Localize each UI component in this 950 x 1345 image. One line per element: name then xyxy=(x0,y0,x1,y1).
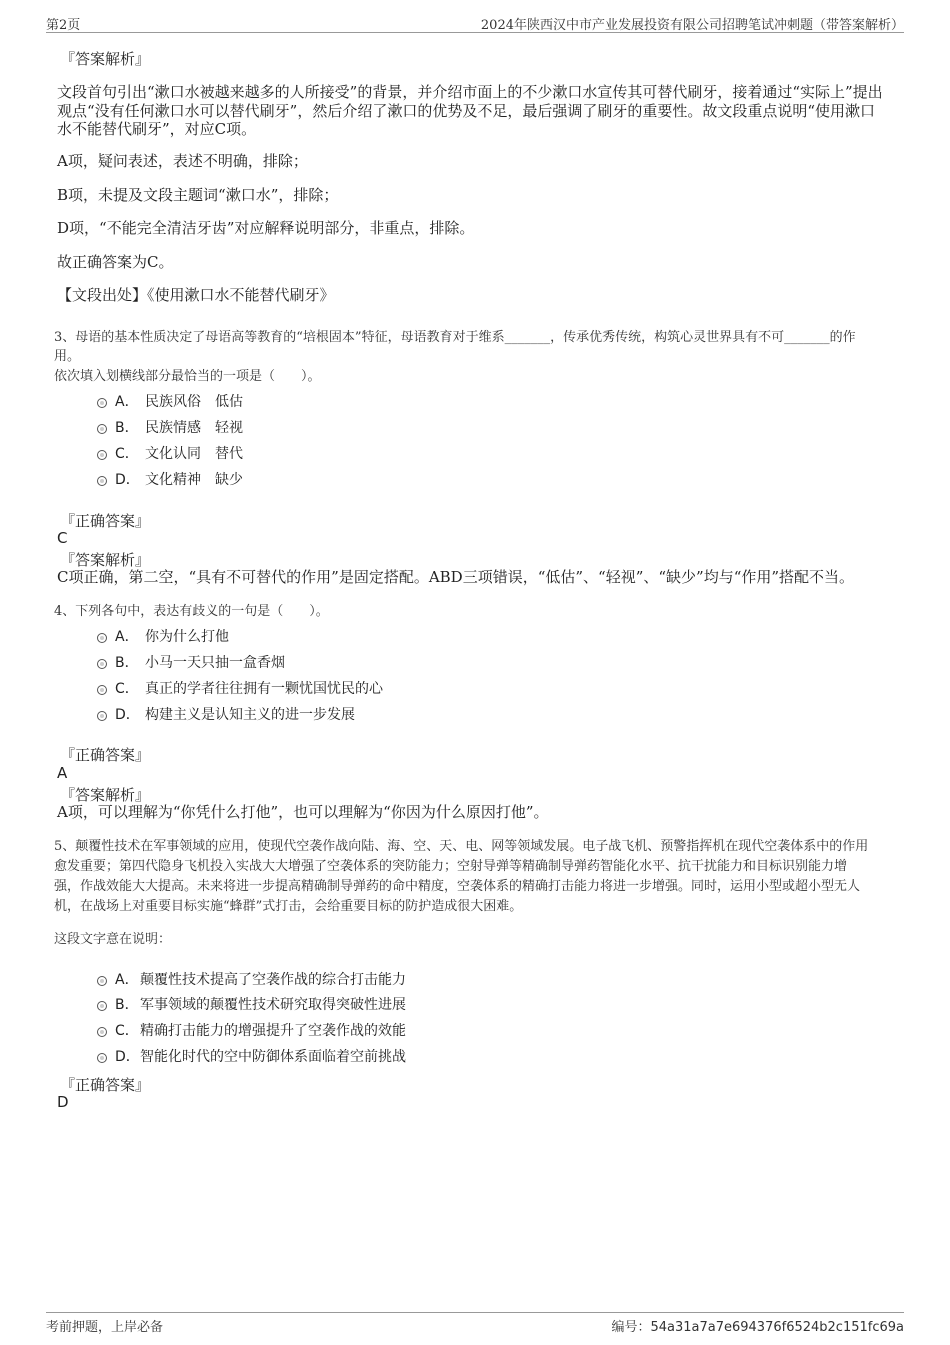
q4-option-c-letter: C． xyxy=(115,681,139,697)
footer-divider xyxy=(46,1312,904,1313)
q3-option-a-text: 民族风俗 低估 xyxy=(145,394,243,410)
q3-analysis-label: 『答案解析』 xyxy=(60,551,151,569)
q4-analysis: A项，可以理解为“你凭什么打他”，也可以理解为“你因为什么原因打他”。 xyxy=(57,803,549,821)
q4-answer: A xyxy=(57,764,68,782)
q5-answer: D xyxy=(57,1093,69,1111)
q4-option-b-text: 小马一天只抽一盒香烟 xyxy=(145,655,285,671)
q3-stem-line-2: 用。 xyxy=(54,349,81,364)
q4-option-c-radio[interactable] xyxy=(97,685,107,695)
header-divider xyxy=(46,32,904,33)
q5-option-d-text: 智能化时代的空中防御体系面临着空前挑战 xyxy=(140,1049,406,1065)
q5-stem-line-1: 5、颠覆性技术在军事领域的应用，使现代空袭作战向陆、海、空、天、电、网等领域发展。电子战飞机、预警指挥机在现代空袭体系中的作用 xyxy=(54,839,869,854)
q3-option-a-radio[interactable] xyxy=(97,398,107,408)
q2-analysis-label: 『答案解析』 xyxy=(60,50,151,68)
q5-option-c-text: 精确打击能力的增强提升了空袭作战的效能 xyxy=(140,1023,406,1039)
q5-question: 这段文字意在说明： xyxy=(54,932,172,947)
q5-option-a-text: 颠覆性技术提高了空袭作战的综合打击能力 xyxy=(140,972,406,988)
q5-stem-line-3: 强，作战效能大大提高。未来将进一步提高精确制导弹药的命中精度，空袭体系的精确打击能力将进一步增强。同时，运用小型或超小型无人 xyxy=(54,879,861,894)
q3-option-a-letter: A． xyxy=(115,394,139,410)
document-code-label: 编号： xyxy=(611,1320,651,1335)
q5-stem-line-4: 机，在战场上对重要目标实施“蜂群”式打击，会给重要目标的防护造成很大困难。 xyxy=(54,899,523,914)
q3-option-d-radio[interactable] xyxy=(97,476,107,486)
q2-analysis-line-1: 文段首句引出“漱口水被越来越多的人所接受”的背景，并介绍市面上的不少漱口水宣传其可替代刷牙，接着通过“实际上”提出 xyxy=(57,83,883,101)
q4-option-d-letter: D． xyxy=(115,707,140,723)
q4-option-b-letter: B． xyxy=(115,655,139,671)
q3-option-c-letter: C． xyxy=(115,446,139,462)
q2-conclusion: 故正确答案为C。 xyxy=(57,253,174,271)
q5-option-b-radio[interactable] xyxy=(97,1001,107,1011)
q2-analysis-line-3: 水不能替代刷牙”，对应C项。 xyxy=(57,120,257,138)
q3-option-d-letter: D． xyxy=(115,472,140,488)
q5-option-a-letter: A． xyxy=(115,972,139,988)
q3-option-c-text: 文化认同 替代 xyxy=(145,446,243,462)
q2-item-a: A项，疑问表述，表述不明确，排除； xyxy=(57,152,308,170)
q5-option-b-text: 军事领域的颠覆性技术研究取得突破性进展 xyxy=(140,997,406,1013)
q4-option-d-radio[interactable] xyxy=(97,711,107,721)
q5-answer-label: 『正确答案』 xyxy=(60,1076,151,1094)
q5-option-c-letter: C． xyxy=(115,1023,139,1039)
document-code xyxy=(611,1316,904,1335)
q2-analysis-line-2: 观点“没有任何漱口水可以替代刷牙”，然后介绍了漱口的优势及不足，最后强调了刷牙的重要性。故文段重点说明“使用漱口 xyxy=(57,102,876,120)
q5-option-a-radio[interactable] xyxy=(97,976,107,986)
q3-option-c-radio[interactable] xyxy=(97,450,107,460)
q2-item-b: B项，未提及文段主题词“漱口水”，排除； xyxy=(57,186,339,204)
q2-item-d: D项，“不能完全清洁牙齿”对应解释说明部分，非重点，排除。 xyxy=(57,219,475,237)
q4-option-b-radio[interactable] xyxy=(97,659,107,669)
q4-option-a-radio[interactable] xyxy=(97,633,107,643)
q4-analysis-label: 『答案解析』 xyxy=(60,786,151,804)
q5-option-c-radio[interactable] xyxy=(97,1027,107,1037)
document-title: 2024年陕西汉中市产业发展投资有限公司招聘笔试冲刺题（带答案解析） xyxy=(480,18,904,33)
q5-option-d-radio[interactable] xyxy=(97,1053,107,1063)
q3-option-b-letter: B． xyxy=(115,420,139,436)
q4-option-a-letter: A． xyxy=(115,629,139,645)
q5-option-b-letter: B． xyxy=(115,997,139,1013)
q3-answer: C xyxy=(57,529,68,547)
q3-stem-line-3: 依次填入划横线部分最恰当的一项是（ ）。 xyxy=(54,369,321,384)
page-number: 第2页 xyxy=(46,18,81,33)
q5-stem-line-2: 愈发重要；第四代隐身飞机投入实战大大增强了空袭体系的突防能力；空射导弹等精确制导弹药智能化水平、抗干扰能力和目标识别能力增 xyxy=(54,859,848,874)
q2-source: 【文段出处】《使用漱口水不能替代刷牙》 xyxy=(57,286,335,304)
q4-option-d-text: 构建主义是认知主义的进一步发展 xyxy=(145,707,355,723)
q3-option-b-text: 民族情感 轻视 xyxy=(145,420,243,436)
q5-option-d-letter: D． xyxy=(115,1049,140,1065)
footer-slogan: 考前押题，上岸必备 xyxy=(46,1320,164,1335)
q3-analysis: C项正确，第二空，“具有不可替代的作用”是固定搭配。ABD三项错误，“低估”、“轻视”、“缺少”均与“作用”搭配不当。 xyxy=(57,568,855,586)
q3-stem-line-1: 3、母语的基本性质决定了母语高等教育的“培根固本”特征，母语教育对于维系_______，传承优秀传统，构筑心灵世界具有不可_______的作 xyxy=(54,330,856,345)
q4-option-a-text: 你为什么打他 xyxy=(145,629,229,645)
q4-stem: 4、下列各句中，表达有歧义的一句是（ ）。 xyxy=(54,604,329,619)
q4-answer-label: 『正确答案』 xyxy=(60,746,151,764)
q4-option-c-text: 真正的学者往往拥有一颗忧国忧民的心 xyxy=(145,681,383,697)
q3-option-b-radio[interactable] xyxy=(97,424,107,434)
q3-answer-label: 『正确答案』 xyxy=(60,512,151,530)
document-code-value: 54a31a7a7e694376f6524b2c151fc69a xyxy=(650,1320,904,1335)
q3-option-d-text: 文化精神 缺少 xyxy=(145,472,243,488)
